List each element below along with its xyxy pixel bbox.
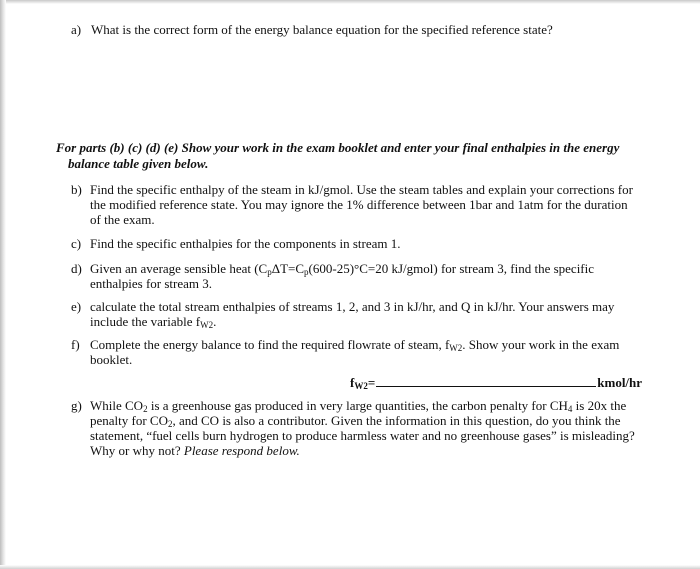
question-g-label: g) bbox=[71, 398, 82, 413]
question-f-label: f) bbox=[71, 337, 80, 352]
question-f-line-1 bbox=[90, 337, 661, 352]
question-d-sub-p1: p bbox=[267, 267, 272, 277]
question-g-line-2 bbox=[90, 413, 661, 428]
question-d-text-c: (600-25)°C=20 kJ/gmol) for stream 3, find the specific bbox=[308, 261, 595, 276]
question-f-text-a: Complete the energy balance to find the required flowrate of steam, f bbox=[90, 337, 450, 352]
question-g-sub-1: 2 bbox=[143, 404, 148, 414]
page-top-shadow bbox=[0, 0, 700, 4]
question-g-sub-3: 2 bbox=[167, 419, 173, 429]
question-g-text-1b: is a greenhouse gas produced in very large quantities, the carbon penalty for CH bbox=[147, 398, 568, 413]
page-bottom-shadow bbox=[0, 565, 700, 569]
question-c-line-1: Find the specific enthalpies for the components in stream 1. bbox=[90, 236, 401, 251]
question-g-line-1 bbox=[90, 398, 661, 413]
question-c bbox=[71, 236, 661, 251]
question-b-line-1: Find the specific enthalpy of the steam in kJ/gmol. Use the steam tables and explain your corrections for bbox=[90, 182, 633, 197]
question-e-line-2 bbox=[90, 314, 661, 329]
answer-unit: kmol/hr bbox=[597, 375, 643, 390]
question-c-label: c) bbox=[71, 236, 82, 251]
question-f-line-2: booklet. bbox=[90, 352, 133, 367]
question-d-line-2: enthalpies for stream 3. bbox=[90, 276, 213, 291]
answer-line-fw2 bbox=[350, 375, 665, 390]
question-e-line-1: calculate the total stream enthalpies of streams 1, 2, and 3 in kJ/hr, and Q in kJ/hr. Your answers may bbox=[90, 299, 615, 314]
question-g-line-4 bbox=[90, 443, 661, 458]
question-g-text-4a: Why or why not? bbox=[90, 443, 184, 458]
question-b-line-2: the modified reference state. You may ignore the 1% difference between 1bar and 1atm for the duration bbox=[90, 197, 628, 212]
question-d bbox=[71, 261, 661, 291]
question-d-text-a: Given an average sensible heat (C bbox=[90, 261, 268, 276]
question-a-text: What is the correct form of the energy balance equation for the specified reference state? bbox=[91, 22, 553, 37]
question-f bbox=[71, 337, 661, 367]
question-b-label: b) bbox=[71, 182, 82, 197]
question-d-label: d) bbox=[71, 261, 82, 276]
question-g-text-2a: penalty for CO bbox=[90, 413, 168, 428]
question-e-label: e) bbox=[71, 299, 82, 314]
instructions bbox=[56, 140, 666, 172]
instructions-line-1: For parts (b) (c) (d) (e) Show your work in the exam booklet and enter your final enthalpies in the energy bbox=[56, 140, 620, 155]
question-e-sub: W2 bbox=[200, 320, 214, 330]
question-e bbox=[71, 299, 661, 329]
question-f-sub: W2 bbox=[449, 343, 463, 353]
question-g-line-3: statement, “fuel cells burn hydrogen to produce harmless water and no greenhouse gases” is misleading? bbox=[90, 428, 635, 443]
question-d-text-b: ΔT=C bbox=[271, 261, 305, 276]
question-g-text-2b: , and CO is also a contributor. Given the information in this question, do you think the bbox=[172, 413, 621, 428]
question-f-text-b: . Show your work in the exam bbox=[462, 337, 620, 352]
question-g-sub-2: 4 bbox=[567, 404, 573, 414]
question-b-line-3: of the exam. bbox=[90, 212, 155, 227]
question-g-text-1c: is 20x the bbox=[572, 398, 627, 413]
question-e-text-b: . bbox=[213, 314, 217, 329]
question-g-text-4b: Please respond below. bbox=[183, 443, 300, 458]
answer-var-sub: W2 bbox=[354, 381, 368, 391]
question-e-text-a: include the variable f bbox=[90, 314, 201, 329]
question-b bbox=[71, 182, 661, 227]
question-g-text-1a: While CO bbox=[90, 398, 144, 413]
answer-eq: = bbox=[367, 375, 376, 390]
question-d-sub-p2: p bbox=[304, 267, 309, 277]
question-g bbox=[71, 398, 661, 458]
question-a bbox=[71, 22, 671, 37]
question-a-label: a) bbox=[71, 22, 82, 37]
page-left-shadow bbox=[0, 0, 6, 569]
instructions-line-2: balance table given below. bbox=[68, 156, 209, 171]
answer-blank-field[interactable] bbox=[376, 385, 596, 387]
answer-var: f bbox=[350, 375, 355, 390]
question-d-line-1 bbox=[90, 261, 661, 276]
